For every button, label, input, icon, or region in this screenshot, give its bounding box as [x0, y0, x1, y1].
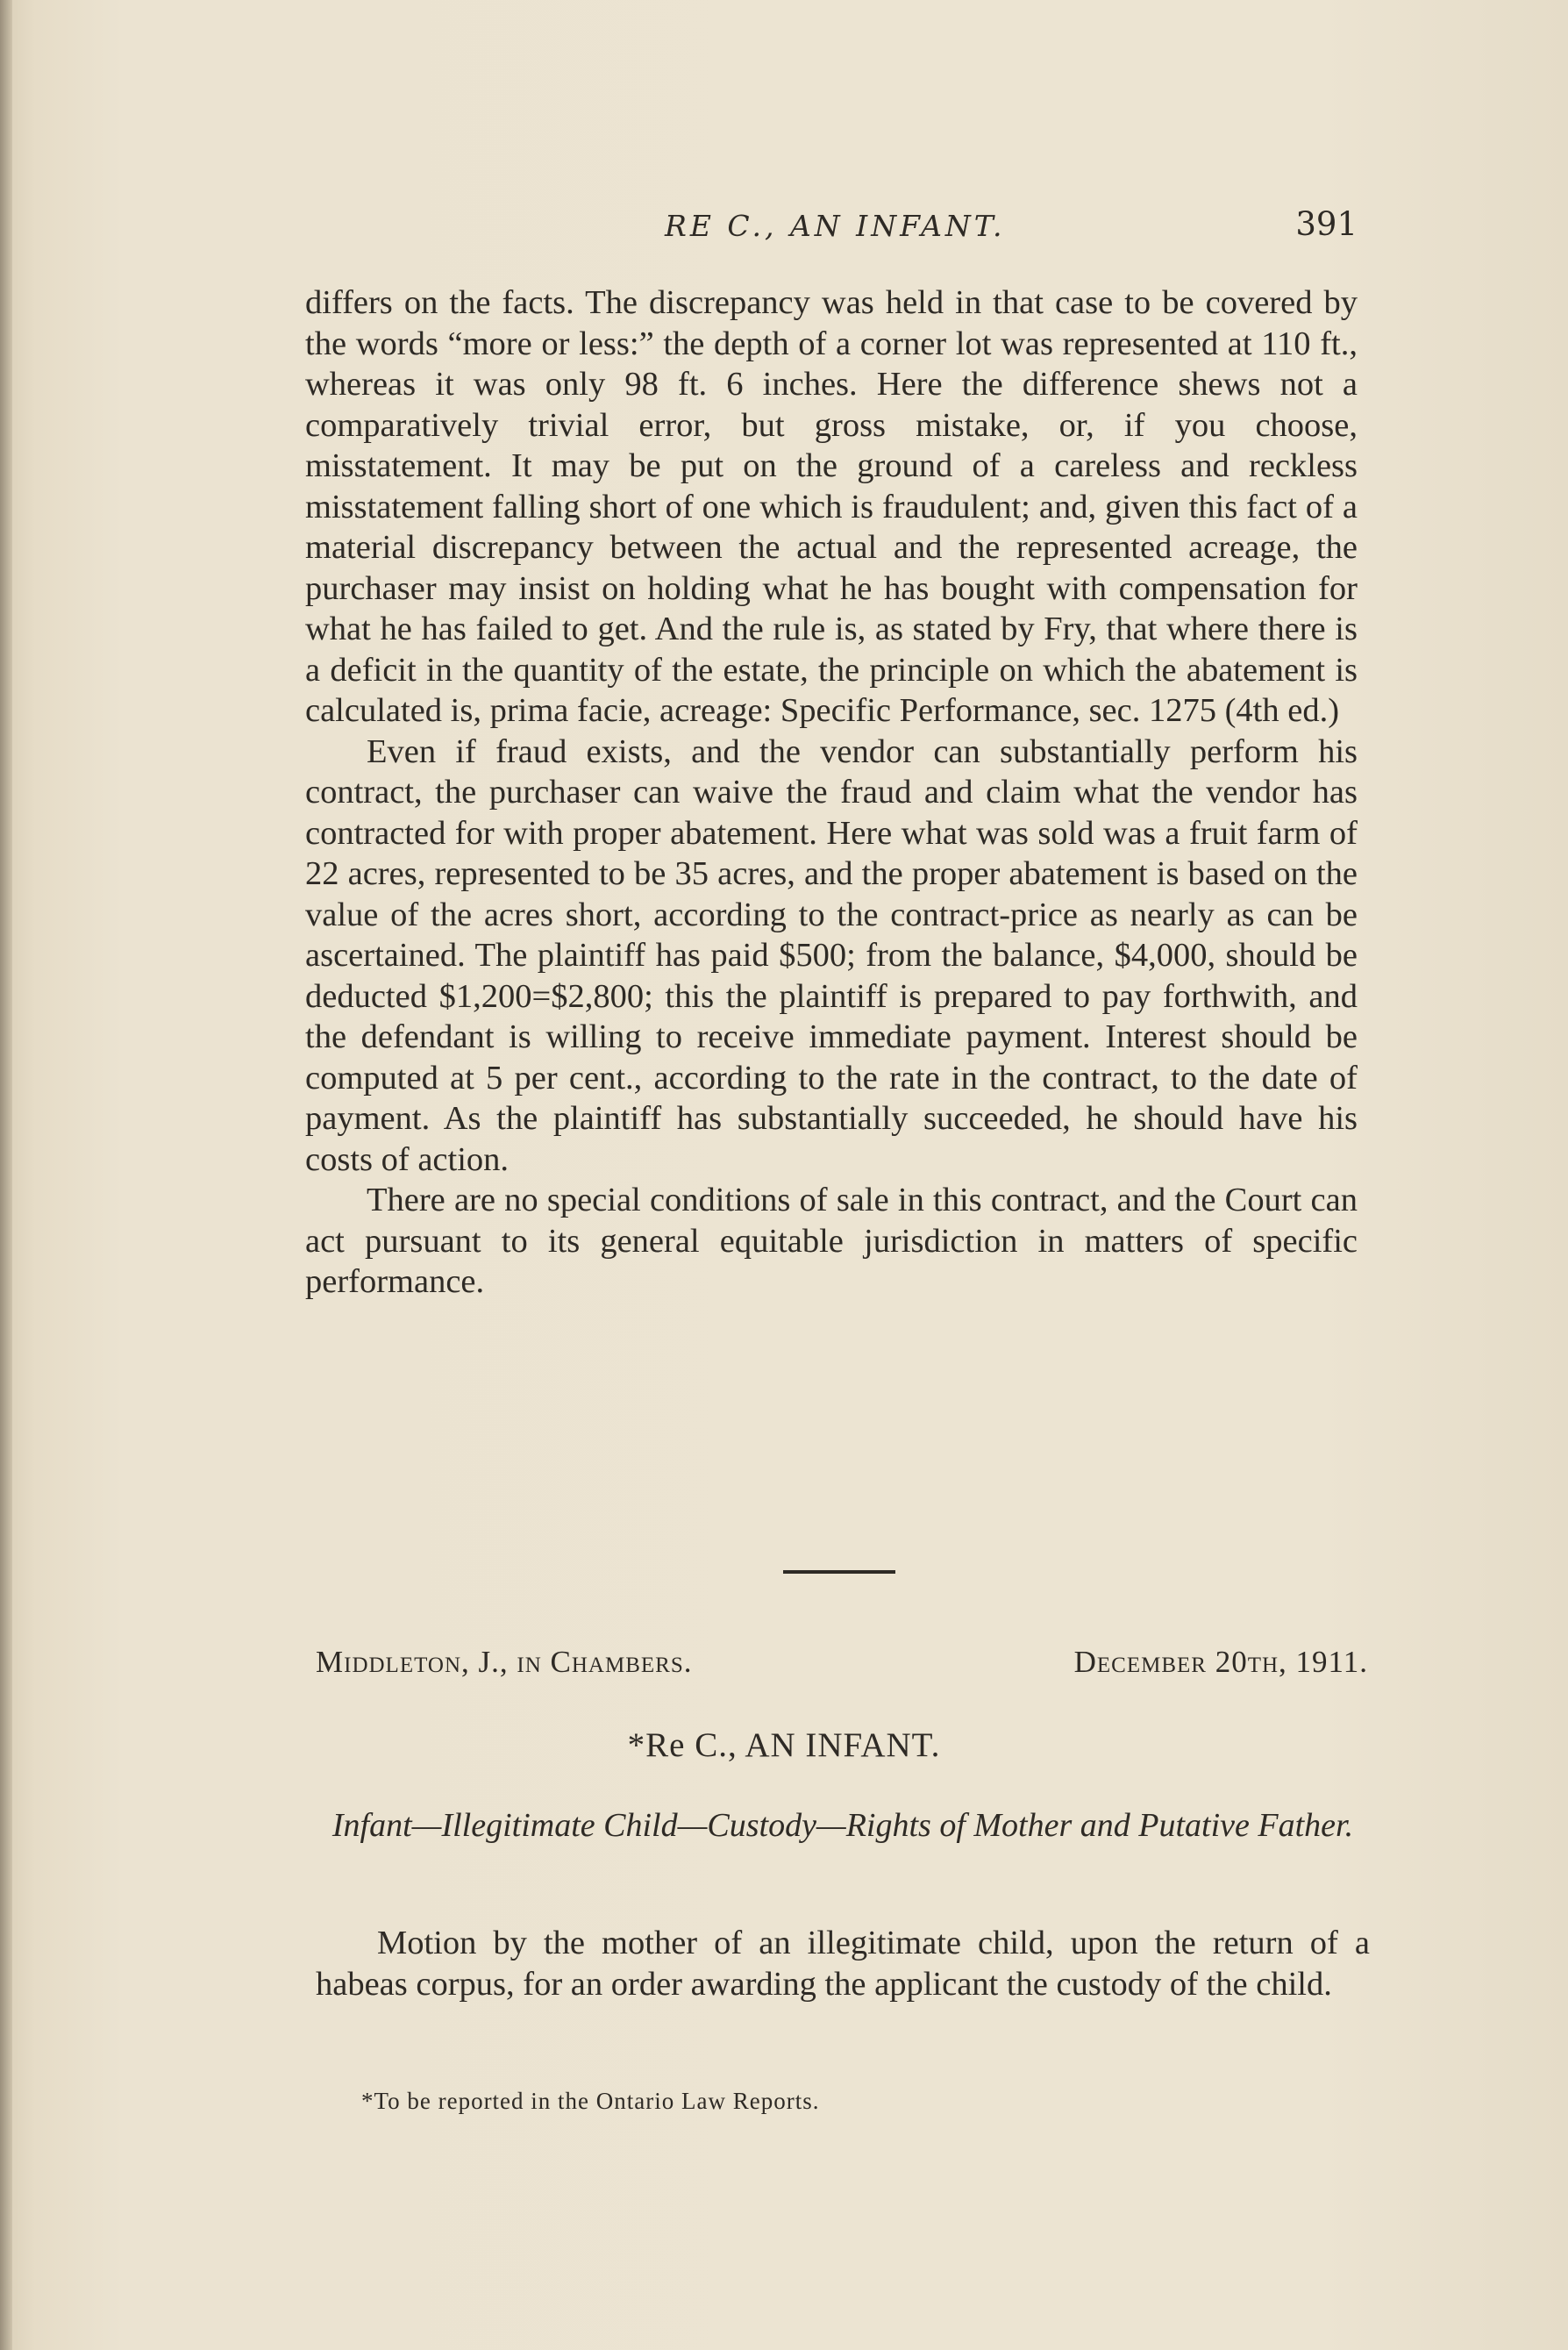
- page-number: 391: [1295, 205, 1358, 243]
- judge-name: Middleton, J., in Chambers.: [316, 1645, 693, 1679]
- case-citation-line: [316, 1645, 1368, 1683]
- case-title: *Re C., AN INFANT.: [627, 1726, 941, 1764]
- decision-date: December 20th, 1911.: [1073, 1645, 1368, 1679]
- section-divider: [783, 1570, 895, 1574]
- binding-edge: [0, 0, 12, 2350]
- paragraph-1: differs on the facts. The discrepancy was held in that case to be covered by the words “more or less:” the depth of a corner lot was represented at 110 ft., whereas it was only 98 ft. 6 inches. Here the difference shews not a comparatively trivial error, but gross mistake, or, if you choose, misstatement. It may be put on the ground of a careless and reckless misstatement falling short of one which is fraudulent; and, given this fact of a material discrepancy between the actual and the represented acreage, the purchaser may insist on holding what he has bought with compensation for what he has failed to get. And the rule is, as stated by Fry, that where there is a deficit in the quantity of the estate, the principle on which the abatement is calculated is, prima facie, acreage: Specific Performance, sec. 1275 (4th ed.): [305, 284, 1358, 729]
- judgment-text: [305, 282, 1358, 1303]
- paragraph-2: Even if fraud exists, and the vendor can substantially perform his contract, the purchaser can waive the fraud and claim what the vendor has contracted for with proper abatement. Here what was sold was a fruit farm of 22 acres, represented to be 35 acres, and the proper abatement is based on the value of the acres short, according to the contract-price as nearly as can be ascertained. The plaintiff has paid $500; from the balance, $4,000, should be deducted $1,200=$2,800; this the plaintiff is prepared to pay forthwith, and the defendant is willing to receive immediate payment. Interest should be computed at 5 per cent., according to the rate in the contract, to the date of payment. As the plaintiff has substantially succeeded, he should have his costs of action.: [305, 732, 1358, 1178]
- motion-paragraph: Motion by the mother of an illegitimate child, upon the return of a habeas corpus, for an order awarding the applicant the custody of the child.: [316, 1925, 1370, 2003]
- case-headnote: Infant—Illegitimate Child—Custody—Rights of Mother and Putative Father.: [331, 1807, 1354, 1844]
- footnote: *To be reported in the Ontario Law Reports.: [361, 2088, 820, 2114]
- paragraph-3: There are no special conditions of sale in this contract, and the Court can act pursuant to its general equitable jurisdiction in matters of specific performance.: [305, 1182, 1358, 1300]
- page-header: [305, 205, 1358, 253]
- running-head: RE C., AN INFANT.: [665, 209, 1006, 243]
